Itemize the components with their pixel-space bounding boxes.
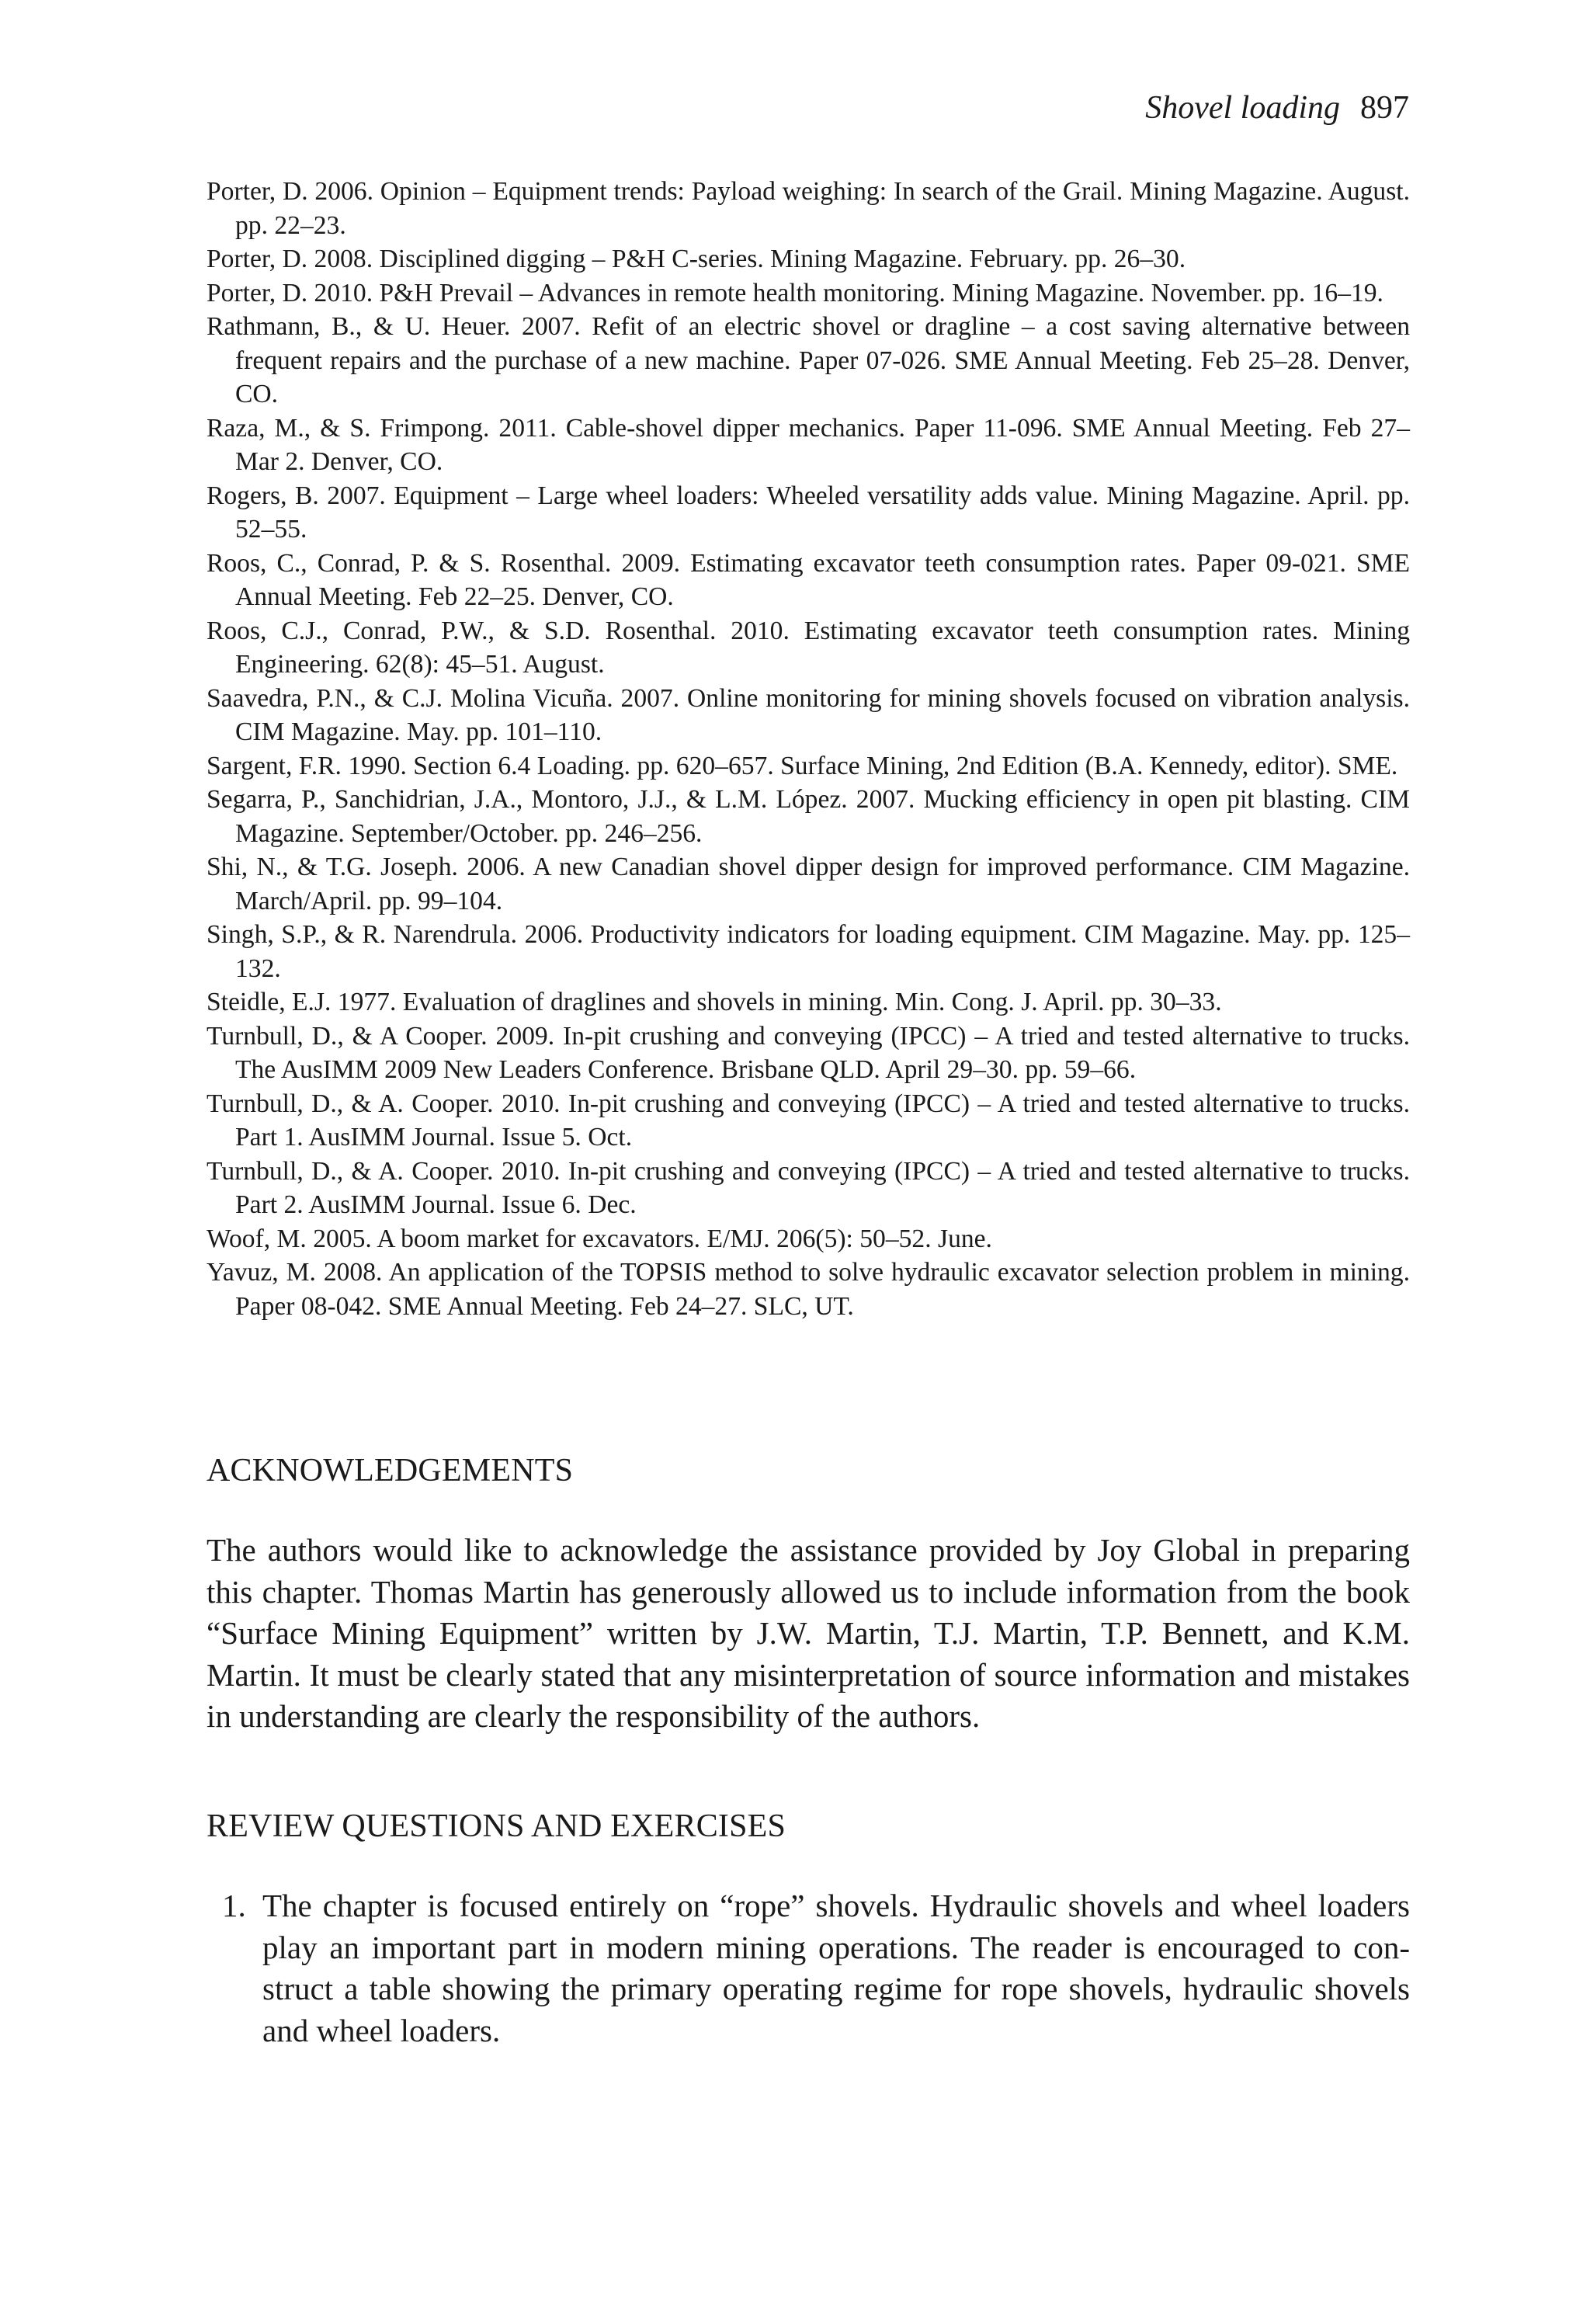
reference-entry: Turnbull, D., & A. Cooper. 2010. In-pit crushing and conveying (IPCC) – A tried and tested alternative to trucks. Part 2. AusIMM Journal. Issue 6. Dec. xyxy=(207,1156,1410,1219)
reference-entry: Roos, C., Conrad, P. & S. Rosenthal. 2009. Estimating excavator teeth consumption rates. Paper 09-021. SME Annual Meeting. Feb 22–25. Denver, CO. xyxy=(207,548,1410,611)
reference-entry: Saavedra, P.N., & C.J. Molina Vicuña. 2007. Online monitoring for mining shovels focused on vibration analysis. CIM Magazine. May. pp. 101–110. xyxy=(207,683,1410,746)
reference-entry: Turnbull, D., & A Cooper. 2009. In-pit crushing and conveying (IPCC) – A tried and tested alternative to trucks. The AusIMM 2009 New Leaders Conference. Brisbane QLD. April 29–30. pp. 59–66. xyxy=(207,1021,1410,1084)
reference-entry: Turnbull, D., & A. Cooper. 2010. In-pit crushing and conveying (IPCC) – A tried and tested alternative to trucks. Part 1. AusIMM Journal. Issue 5. Oct. xyxy=(207,1089,1410,1152)
reference-entry: Rogers, B. 2007. Equipment – Large wheel loaders: Wheeled versatility adds value. Mining Magazine. April. pp. 52–55. xyxy=(207,481,1410,544)
reference-entry: Raza, M., & S. Frimpong. 2011. Cable-shovel dipper mechanics. Paper 11-096. SME Annual Meeting. Feb 27–Mar 2. Denver, CO. xyxy=(207,413,1410,476)
reference-entry: Yavuz, M. 2008. An application of the TOPSIS method to solve hydraulic excavator selection problem in mining. Paper 08-042. SME Annual Meeting. Feb 24–27. SLC, UT. xyxy=(207,1258,1410,1321)
running-head-title: Shovel loading xyxy=(1145,90,1340,126)
review-question-list xyxy=(207,1885,1410,2051)
question-number: 1. xyxy=(222,1888,246,1923)
review-questions-heading: REVIEW QUESTIONS AND EXERCISES xyxy=(207,1808,786,1844)
reference-entry: Roos, C.J., Conrad, P.W., & S.D. Rosenthal. 2010. Estimating excavator teeth consumption rates. Mining Engineering. 62(8): 45–51. August. xyxy=(207,616,1410,679)
page-number: 897 xyxy=(1360,90,1409,126)
running-head xyxy=(1145,92,1409,124)
reference-entry: Singh, S.P., & R. Narendrula. 2006. Productivity indicators for loading equipment. CIM Magazine. May. pp. 125–132. xyxy=(207,920,1410,983)
acknowledgements-paragraph: The authors would like to acknowledge the assistance provided by Joy Global in preparing this chapter. Thomas Martin has generously allowed us to include information from the book “Surface Mining Equipment” written by J.W. Martin, T.J. Martin, T.P. Bennett, and K.M. Martin. It must be clearly stated that any misinterpretation of source information and mistakes in understanding are clearly the responsibility of the authors. xyxy=(207,1532,1410,1734)
reference-entry: Rathmann, B., & U. Heuer. 2007. Refit of an electric shovel or dragline – a cost saving alternative between frequent repairs and the purchase of a new machine. Paper 07-026. SME Annual Meeting. Feb 25–28. Denver, CO. xyxy=(207,312,1410,408)
question-text: The chapter is focused entirely on “rope” shovels. Hydraulic shovels and wheel loaders play an important part in modern mining operations. The reader is encouraged to construct a table showing the primary operating regime for rope shovels, hydraulic shovels and wheel loaders. xyxy=(262,1888,1410,2048)
review-question xyxy=(207,1885,1410,2051)
reference-list xyxy=(207,175,1410,1323)
reference-entry: Porter, D. 2006. Opinion – Equipment trends: Payload weighing: In search of the Grail. Mining Magazine. August. pp. 22–23. xyxy=(207,177,1410,240)
reference-entry: Sargent, F.R. 1990. Section 6.4 Loading. pp. 620–657. Surface Mining, 2nd Edition (B.A. Kennedy, editor). SME. xyxy=(207,751,1398,780)
reference-entry: Shi, N., & T.G. Joseph. 2006. A new Canadian shovel dipper design for improved performance. CIM Magazine. March/April. pp. 99–104. xyxy=(207,853,1410,915)
reference-entry: Porter, D. 2008. Disciplined digging – P&H C-series. Mining Magazine. February. pp. 26–30. xyxy=(207,245,1186,273)
acknowledgements-heading: ACKNOWLEDGEMENTS xyxy=(207,1453,574,1489)
reference-entry: Steidle, E.J. 1977. Evaluation of draglines and shovels in mining. Min. Cong. J. April. pp. 30–33. xyxy=(207,988,1222,1016)
reference-entry: Woof, M. 2005. A boom market for excavators. E/MJ. 206(5): 50–52. June. xyxy=(207,1224,992,1253)
reference-entry: Porter, D. 2010. P&H Prevail – Advances in remote health monitoring. Mining Magazine. November. pp. 16–19. xyxy=(207,278,1383,307)
reference-entry: Segarra, P., Sanchidrian, J.A., Montoro, J.J., & L.M. López. 2007. Mucking efficiency in open pit blasting. CIM Magazine. September/October. pp. 246–256. xyxy=(207,785,1410,848)
